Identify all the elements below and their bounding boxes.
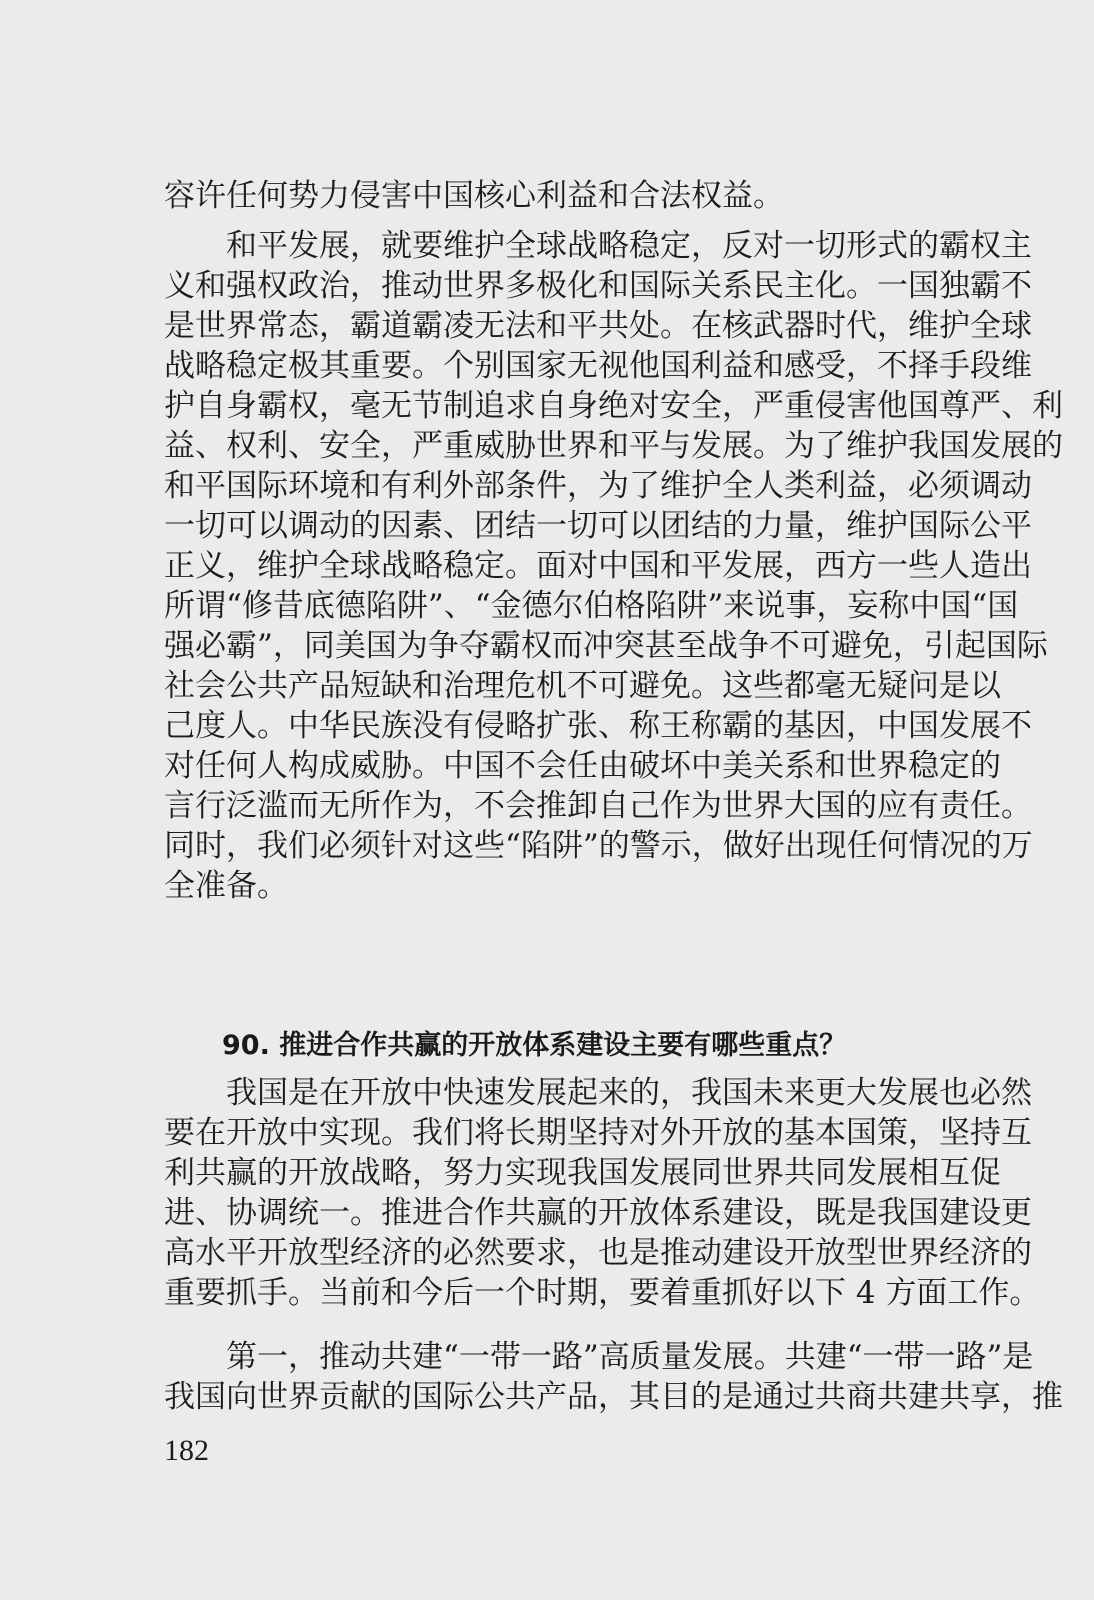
text-line: 益、权利、安全，严重威胁世界和平与发展。为了维护我国发展的: [164, 428, 1063, 464]
paragraph-peaceful-development: [164, 226, 1063, 906]
text-line: 言行泛滥而无所作为，不会推卸自己作为世界大国的应有责任。: [164, 788, 1032, 824]
text-line: 所谓“修昔底德陷阱”、“金德尔伯格陷阱”来说事，妄称中国“国: [164, 588, 1019, 624]
section-heading-text: 90. 推进合作共赢的开放体系建设主要有哪些重点？: [222, 1030, 847, 1061]
text-line: 第一，推动共建“一带一路”高质量发展。共建“一带一路”是: [226, 1339, 1034, 1375]
text-line: 全准备。: [164, 868, 288, 904]
text-line: 利共赢的开放战略，努力实现我国发展同世界共同发展相互促: [164, 1155, 1001, 1191]
text-line: 要在开放中实现。我们将长期坚持对外开放的基本国策，坚持互: [164, 1115, 1032, 1151]
text-line: 进、协调统一。推进合作共赢的开放体系建设，既是我国建设更: [164, 1195, 1032, 1231]
section-heading: [164, 1026, 944, 1066]
paragraph-continuation: [164, 176, 944, 216]
text-line: 对任何人构成威胁。中国不会任由破坏中美关系和世界稳定的: [164, 748, 1001, 784]
text-line: 战略稳定极其重要。个别国家无视他国利益和感受，不择手段维: [164, 348, 1032, 384]
text-line: 强必霸”，同美国为争夺霸权而冲突甚至战争不可避免，引起国际: [164, 628, 1048, 664]
text-line: 己度人。中华民族没有侵略扩张、称王称霸的基因，中国发展不: [164, 708, 1032, 744]
text-line: 我国向世界贡献的国际公共产品，其目的是通过共商共建共享，推: [164, 1379, 1063, 1415]
text-line: 正义，维护全球战略稳定。面对中国和平发展，西方一些人造出: [164, 548, 1032, 584]
text-line: 和平发展，就要维护全球战略稳定，反对一切形式的霸权主: [226, 228, 1032, 264]
paragraph-belt-and-road: [164, 1337, 1063, 1417]
text-line: 容许任何势力侵害中国核心利益和合法权益。: [164, 178, 784, 214]
text-line: 我国是在开放中快速发展起来的，我国未来更大发展也必然: [226, 1075, 1032, 1111]
text-line: 义和强权政治，推动世界多极化和国际关系民主化。一国独霸不: [164, 268, 1032, 304]
paragraph-open-system: [164, 1073, 1041, 1313]
text-line: 同时，我们必须针对这些“陷阱”的警示，做好出现任何情况的万: [164, 828, 1033, 864]
text-line: 重要抓手。当前和今后一个时期，要着重抓好以下 4 方面工作。: [164, 1275, 1041, 1311]
page-number: 182: [164, 1434, 209, 1467]
text-line: 社会公共产品短缺和治理危机不可避免。这些都毫无疑问是以: [164, 668, 1001, 704]
text-line: 和平国际环境和有利外部条件，为了维护全人类利益，必须调动: [164, 468, 1032, 504]
text-line: 一切可以调动的因素、团结一切可以团结的力量，维护国际公平: [164, 508, 1032, 544]
text-line: 是世界常态，霸道霸凌无法和平共处。在核武器时代，维护全球: [164, 308, 1032, 344]
text-line: 高水平开放型经济的必然要求，也是推动建设开放型世界经济的: [164, 1235, 1032, 1271]
text-line: 护自身霸权，毫无节制追求自身绝对安全，严重侵害他国尊严、利: [164, 388, 1063, 424]
